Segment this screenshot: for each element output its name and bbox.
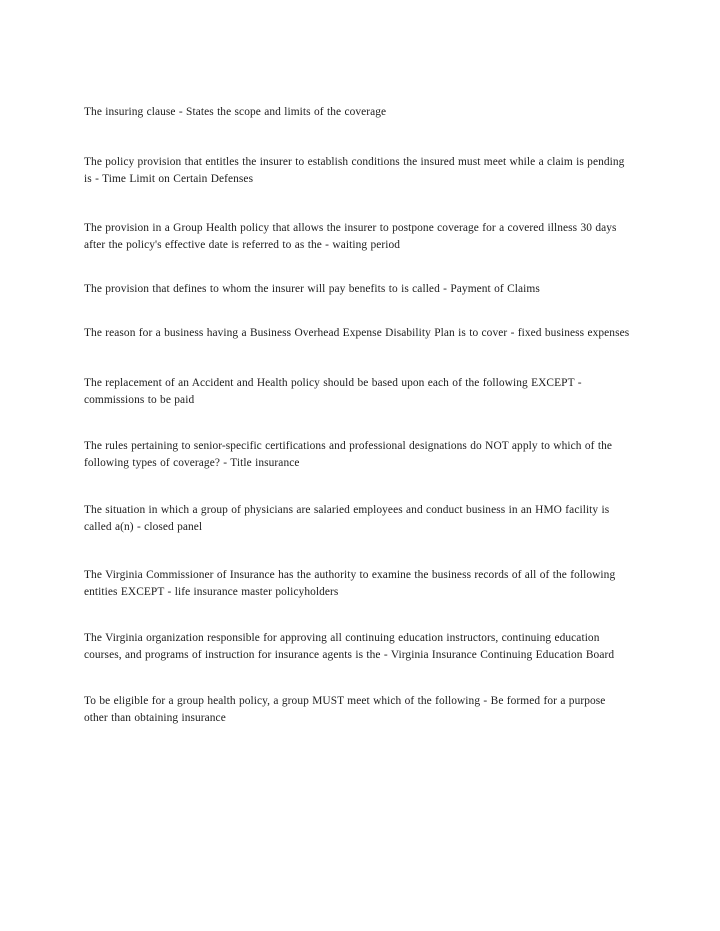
paragraph-8: The situation in which a group of physicians are salaried employees and conduct business in an HMO facility is called a(n) - closed panel	[84, 503, 610, 533]
document-body	[84, 104, 648, 728]
paragraph-9: The Virginia Commissioner of Insurance has the authority to examine the business records of all of the following entities EXCEPT - life insurance master policyholders	[84, 568, 616, 598]
paragraph-1: The insuring clause - States the scope and limits of the coverage	[84, 106, 387, 118]
paragraph-7: The rules pertaining to senior-specific certifications and professional designations do NOT apply to which of the following types of coverage? - Title insurance	[84, 439, 612, 469]
paragraph-2: The policy provision that entitles the insurer to establish conditions the insured must meet while a claim is pending is - Time Limit on Certain Defenses	[84, 155, 625, 185]
paragraph-6: The replacement of an Accident and Health policy should be based upon each of the following EXCEPT - commissions to be paid	[84, 376, 582, 406]
paragraph-10: The Virginia organization responsible for approving all continuing education instructors, continuing education courses, and programs of instruction for insurance agents is the - Virginia Insurance Continuing Education Board	[84, 631, 615, 661]
paragraph-4: The provision that defines to whom the insurer will pay benefits to is called - Payment of Claims	[84, 282, 540, 295]
paragraph-11: To be eligible for a group health policy, a group MUST meet which of the following - Be formed for a purpose other than obtaining insurance	[84, 694, 606, 724]
paragraph-5: The reason for a business having a Business Overhead Expense Disability Plan is to cover - fixed business expenses	[84, 327, 630, 339]
paragraph-3: The provision in a Group Health policy that allows the insurer to postpone coverage for a covered illness 30 days after the policy's effective date is referred to as the - waiting period	[84, 221, 617, 251]
